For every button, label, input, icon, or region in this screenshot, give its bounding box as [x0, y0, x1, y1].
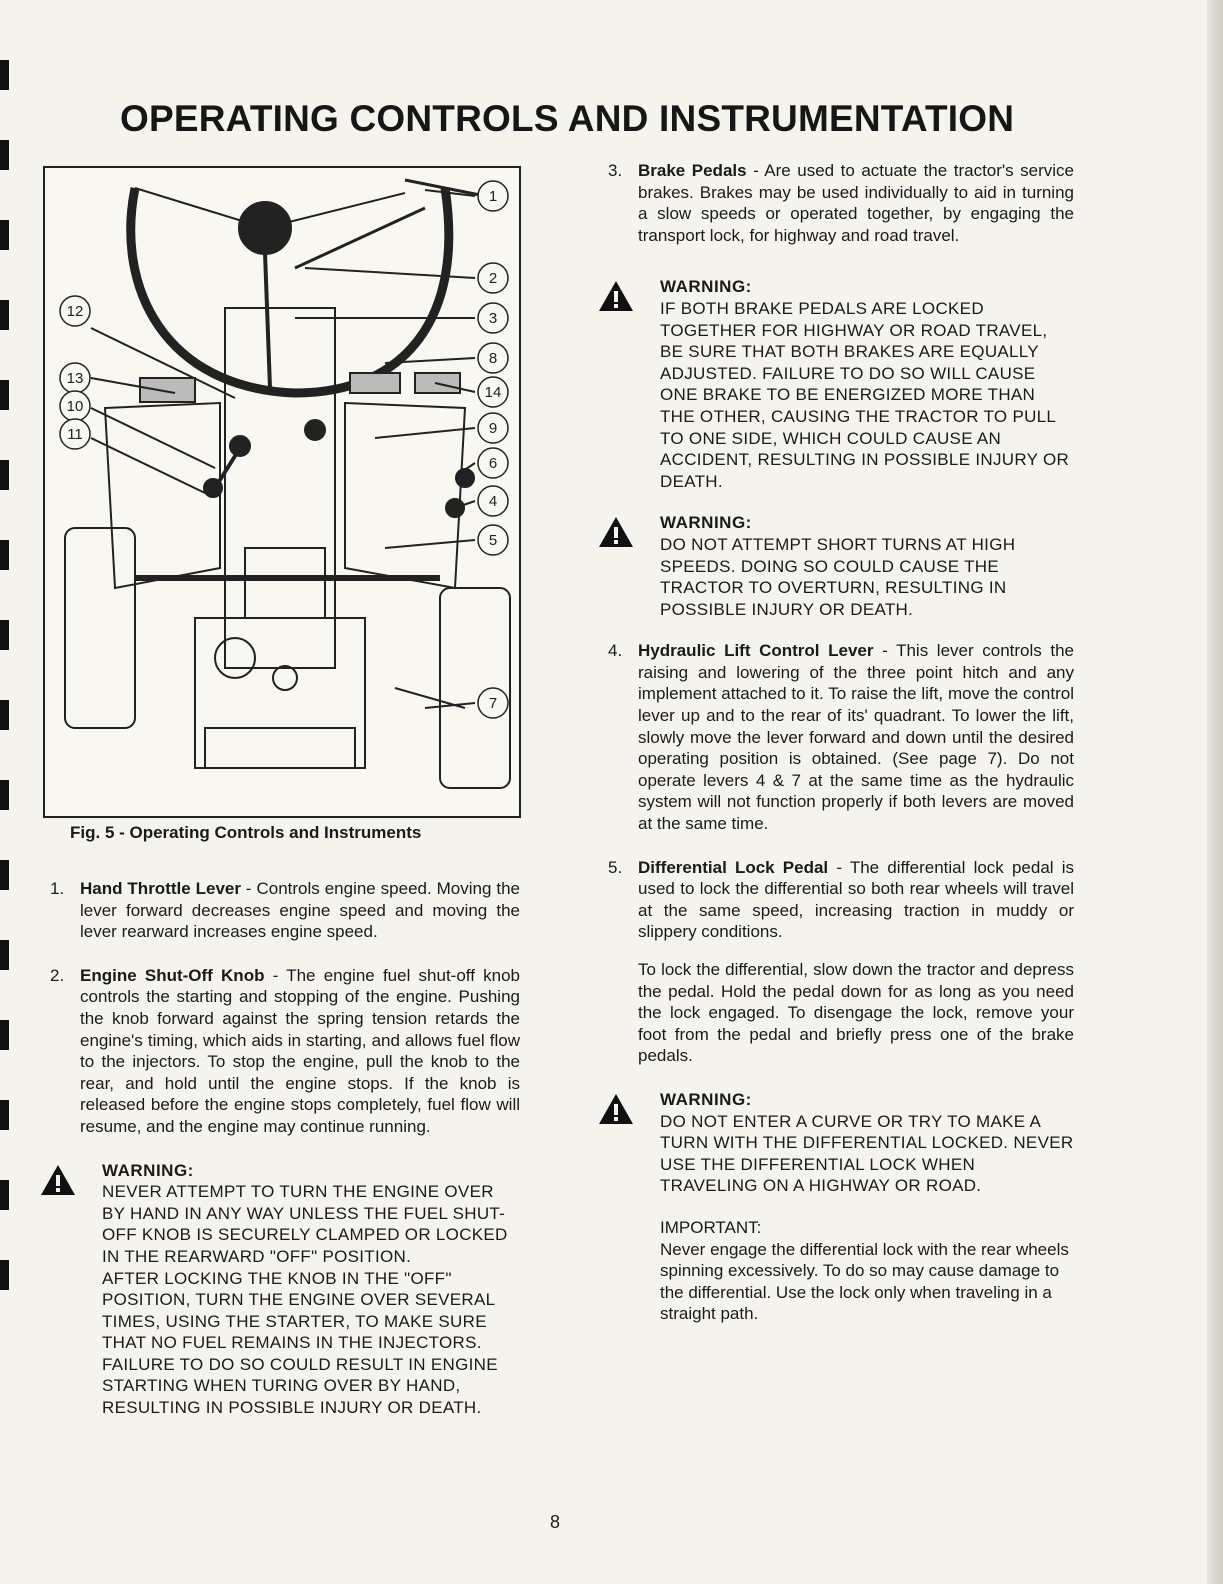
item-number: 4.	[608, 641, 623, 661]
callout-2	[478, 263, 508, 293]
callout-13	[60, 363, 90, 393]
item-differential-lock-pedal	[608, 857, 1074, 943]
item-text: - The differential lock pedal is used to lock the differential so both rear wheels will travel at the same speed, increasing traction in muddy or slippery conditions.	[638, 857, 1074, 942]
warning-line: DO NOT ATTEMPT SHORT TURNS AT HIGH SPEEDS. DOING SO COULD CAUSE THE TRACTOR TO OVERTURN, RESULTING IN POSSIBLE INJURY OR DEATH.	[660, 534, 1016, 619]
warning-line: DO NOT ENTER A CURVE OR TRY TO MAKE A TURN WITH THE DIFFERENTIAL LOCKED. NEVER USE THE DIFFERENTIAL LOCK WHEN TRAVELING ON A HIGHWAY OR ROAD.	[660, 1111, 1074, 1196]
item-label: Hydraulic Lift Control Lever	[638, 641, 874, 661]
warning-heading: WARNING:	[102, 1160, 194, 1180]
callout-9	[478, 413, 508, 443]
page-edge	[1207, 0, 1223, 1584]
warning-triangle-icon	[598, 516, 634, 548]
callout-11	[60, 419, 90, 449]
svg-text:10: 10	[66, 398, 84, 415]
page-title: OPERATING CONTROLS AND INSTRUMENTATION	[120, 98, 1015, 139]
warning-body	[660, 298, 1074, 492]
warning-line: NEVER ATTEMPT TO TURN THE ENGINE OVER BY HAND IN ANY WAY UNLESS THE FUEL SHUT-OFF KNOB IS SECURELY CLAMPED OR LOCKED IN THE REARWARD "OFF" POSITION.	[102, 1182, 508, 1266]
warning-heading: WARNING:	[660, 277, 752, 297]
right-column	[608, 160, 1074, 1345]
warning-body	[660, 534, 1074, 620]
svg-text:1: 1	[488, 188, 498, 205]
svg-text:8: 8	[488, 350, 498, 367]
callout-8	[478, 343, 508, 373]
figure-caption: Fig. 5 - Operating Controls and Instruments	[70, 823, 422, 842]
warning-line: IF BOTH BRAKE PEDALS ARE LOCKED TOGETHER FOR HIGHWAY OR ROAD TRAVEL, BE SURE THAT BOTH BRAKES ARE EQUALLY ADJUSTED. FAILURE TO DO SO WILL CAUSE ONE BRAKE TO BE ENERGIZED MORE THAN THE OTHER, CAUSING THE TRACTOR TO PULL TO ONE SIDE, WHICH COULD CAUSE AN ACCIDENT, RESULTING IN POSSIBLE INJURY OR DEATH.	[660, 298, 1070, 491]
svg-text:7: 7	[488, 695, 498, 712]
warning-body	[102, 1181, 520, 1419]
important-heading: IMPORTANT:	[660, 1217, 762, 1237]
warning-triangle-icon	[40, 1164, 76, 1196]
warning-heading: WARNING:	[660, 513, 752, 533]
page-number: 8	[550, 1512, 561, 1532]
figure-operating-controls	[43, 166, 521, 818]
warning-differential-locked	[608, 1089, 1074, 1325]
item-number: 3.	[608, 161, 623, 180]
item-text: - The engine fuel shut-off knob controls the starting and stopping of the engine. Pushing the knob forward against the spring tension retards the engine's timing, which aids in starting, and allows fuel flow to the injectors. To stop the engine, pull the knob to the rear, and hold until the engine stops. If the knob is released before the engine stops completely, fuel flow will resume, and the engine may continue running.	[80, 965, 520, 1136]
item-text: - This lever controls the raising and lowering of the three point hitch and any implement attached to it. To raise the lift, move the control lever up and to the rear of its' quadrant. To lower the lift, slowly move the lever forward and down until the desired operating position is obtained. (See page 7). Do not operate levers 4 & 7 at the same time as the hydraulic system will not function properly if both levers are moved at the same time.	[638, 641, 1074, 834]
tractor-controls-illustration	[45, 168, 519, 816]
svg-text:6: 6	[488, 455, 498, 472]
warning-engine-turning	[50, 1160, 520, 1419]
item-hydraulic-lift-control-lever	[608, 640, 1074, 834]
svg-text:11: 11	[67, 426, 83, 443]
callout-14	[478, 377, 508, 407]
item-brake-pedals	[608, 160, 1074, 246]
callout-6	[478, 448, 508, 478]
svg-text:5: 5	[488, 532, 498, 549]
svg-text:2: 2	[488, 270, 498, 287]
item-text: - Are used to actuate the tractor's service brakes. Brakes may be used individually to aid in turning a slow speeds or operated together, by engaging the transport lock, for highway and road travel.	[638, 161, 1074, 245]
binding-holes	[0, 0, 14, 1584]
warning-brakes-adjusted	[608, 276, 1074, 492]
svg-text:3: 3	[488, 310, 498, 327]
left-column	[50, 878, 520, 1439]
warning-triangle-icon	[598, 280, 634, 312]
item-hand-throttle-lever	[50, 878, 520, 943]
important-text: Never engage the differential lock with the rear wheels spinning excessively. To do so may cause damage to the differential. Use the lock only when traveling in a straight path.	[660, 1239, 1069, 1324]
callout-7	[478, 688, 508, 718]
item-number: 1.	[50, 879, 65, 898]
item-text: - Controls engine speed. Moving the lever forward decreases engine speed and moving the lever rearward increases engine speed.	[80, 879, 520, 942]
callout-1	[478, 181, 508, 211]
svg-text:9: 9	[488, 420, 498, 437]
item-number: 5.	[608, 857, 623, 877]
svg-text:14: 14	[484, 384, 502, 401]
callout-10	[60, 391, 90, 421]
item-label: Engine Shut-Off Knob	[80, 965, 265, 985]
callout-3	[478, 303, 508, 333]
item-label: Brake Pedals	[638, 161, 747, 180]
differential-lock-instructions: To lock the differential, slow down the tractor and depress the pedal. Hold the pedal down for as long as you need the lock engaged. To disengage the lock, remove your foot from the pedal and briefly press one of the brake pedals.	[638, 960, 1074, 1066]
svg-text:13: 13	[66, 370, 84, 387]
svg-text:12: 12	[66, 303, 84, 320]
item-label: Differential Lock Pedal	[638, 857, 829, 877]
item-label: Hand Throttle Lever	[80, 879, 241, 898]
warning-body	[660, 1111, 1074, 1197]
callout-4	[478, 486, 508, 516]
item-number: 2.	[50, 965, 65, 985]
warning-line: AFTER LOCKING THE KNOB IN THE "OFF" POSITION, TURN THE ENGINE OVER SEVERAL TIMES, USING THE STARTER, TO MAKE SURE THAT NO FUEL REMAINS IN THE INJECTORS. FAILURE TO DO SO COULD RESULT IN ENGINE STARTING WHEN TURING OVER BY HAND, RESULTING IN POSSIBLE INJURY OR DEATH.	[102, 1268, 498, 1418]
warning-short-turns	[608, 512, 1074, 620]
callout-12	[60, 296, 90, 326]
warning-triangle-icon	[598, 1093, 634, 1125]
important-note	[660, 1217, 1074, 1325]
callout-5	[478, 525, 508, 555]
item-engine-shutoff-knob	[50, 965, 520, 1138]
warning-heading: WARNING:	[660, 1089, 752, 1109]
svg-text:4: 4	[488, 493, 498, 510]
